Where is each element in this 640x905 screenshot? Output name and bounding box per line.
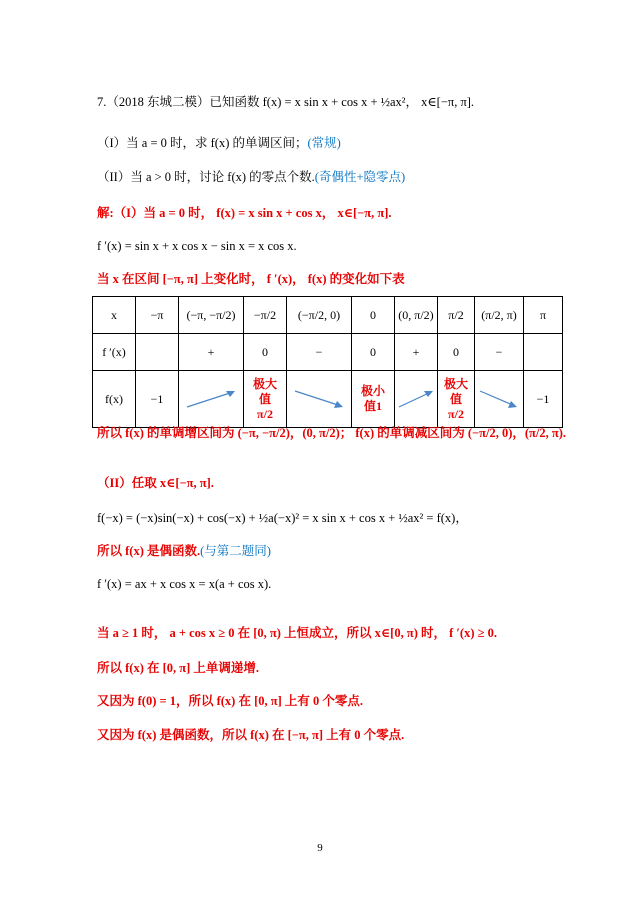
table-cell: π [524, 297, 563, 334]
part1-tag: (常规) [307, 136, 341, 150]
table-cell: 0 [352, 334, 395, 371]
local-max-value-label: 值 [449, 391, 462, 406]
table-cell: 0 [438, 334, 475, 371]
local-max-value: π/2 [448, 406, 464, 421]
problem-stem [97, 93, 474, 111]
table-cell: 0 [244, 334, 287, 371]
table-cell: x [93, 297, 136, 334]
table-cell: −π [136, 297, 179, 334]
local-max-value: π/2 [257, 406, 273, 421]
conclusion1: 所以 f(x) 的单调增区间为 (−π, −π/2)，(0, π/2)； f(x) 的单调减区间为 (−π/2, 0)，(π/2, π). [97, 426, 567, 440]
table-cell: 0 [352, 297, 395, 334]
table-cell [524, 334, 563, 371]
table-cell: − [475, 334, 524, 371]
table-cell: −π/2 [244, 297, 287, 334]
solution2-line1: （II）任取 x∈[−π, π]. [97, 476, 214, 490]
decreasing-arrow-icon [477, 387, 521, 411]
table-cell: + [395, 334, 438, 371]
local-max-cell [244, 371, 287, 428]
solution2-line2-text: f(−x) = (−x)sin(−x) + cos(−x) + ½a(−x)² = x sin x + cos x + ½ax² = f(x)， [97, 511, 468, 525]
variation-table [92, 296, 563, 428]
increasing-arrow-icon [183, 387, 239, 411]
local-min-value: 值1 [363, 399, 382, 413]
local-max-cell [438, 371, 475, 428]
local-min-label: 极小 [360, 384, 385, 398]
decreasing-arrow-icon [291, 387, 347, 411]
table-row-function [93, 371, 563, 428]
solution1-line1: 解:（I）当 a = 0 时， f(x) = x sin x + cos x， x∈[−π, π]. [97, 206, 392, 220]
table-cell [136, 334, 179, 371]
problem-stem-text: 7.（2018 东城二模）已知函数 f(x) = x sin x + cos x + ½ax²， x∈[−π, π]. [97, 95, 475, 109]
table-cell: (0, π/2) [395, 297, 438, 334]
decreasing-arrow-cell [287, 371, 352, 428]
solution1-line2: f ′(x) = sin x + x cos x − sin x = x cos x. [97, 239, 297, 253]
local-max-value-label: 值 [258, 391, 271, 406]
solution2-line3-tag: (与第二题同) [200, 544, 271, 558]
local-min-cell [352, 371, 395, 428]
solution2-line2 [97, 509, 468, 527]
decreasing-arrow-cell [475, 371, 524, 428]
solution2-line7: 又因为 f(0) = 1，所以 f(x) 在 [0, π] 上有 0 个零点. [97, 694, 364, 708]
solution2-line3-text: 所以 f(x) 是偶函数. [97, 544, 201, 558]
local-max-label: 极大 [443, 376, 468, 391]
table-cell: π/2 [438, 297, 475, 334]
problem-part1 [97, 134, 341, 152]
solution2-line5: 当 a ≥ 1 时， a + cos x ≥ 0 在 [0, π) 上恒成立，所以 x∈[0, π) 时， f ′(x) ≥ 0. [97, 626, 497, 640]
solution1-line3: 当 x 在区间 [−π, π] 上变化时， f ′(x)， f(x) 的变化如下表 [97, 272, 405, 286]
increasing-arrow-cell [395, 371, 438, 428]
table-cell: f(x) [93, 371, 136, 428]
solution2-line3 [97, 542, 271, 560]
solution2-line8: 又因为 f(x) 是偶函数，所以 f(x) 在 [−π, π] 上有 0 个零点. [97, 728, 405, 742]
table-cell: −1 [524, 371, 563, 428]
increasing-arrow-cell [179, 371, 244, 428]
part2-text: （II）当 a > 0 时，讨论 f(x) 的零点个数. [97, 170, 315, 184]
table-row-x [93, 297, 563, 334]
part2-tag: (奇偶性+隐零点) [314, 170, 406, 184]
problem-part2 [97, 168, 405, 186]
table-row-derivative [93, 334, 563, 371]
local-max-label: 极大 [252, 376, 277, 391]
page-number: 9 [317, 842, 323, 854]
table-cell: f ′(x) [93, 334, 136, 371]
table-cell: −1 [136, 371, 179, 428]
table-cell: (−π, −π/2) [179, 297, 244, 334]
table-cell: + [179, 334, 244, 371]
part1-text: （I）当 a = 0 时，求 f(x) 的单调区间； [97, 136, 308, 150]
solution2-line6: 所以 f(x) 在 [0, π] 上单调递增. [97, 661, 260, 675]
table-cell: (−π/2, 0) [287, 297, 352, 334]
solution2-line4: f ′(x) = ax + x cos x = x(a + cos x). [97, 577, 272, 591]
increasing-arrow-icon [396, 387, 436, 411]
table-cell: (π/2, π) [475, 297, 524, 334]
table-cell: − [287, 334, 352, 371]
